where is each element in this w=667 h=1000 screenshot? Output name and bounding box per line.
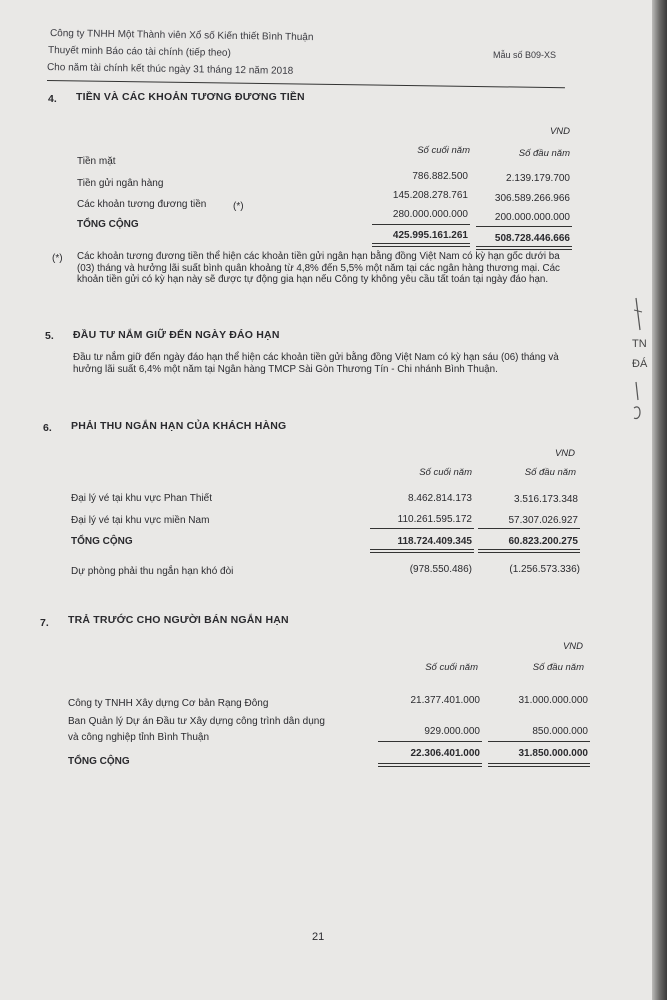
s7-subtotal-rule-begin	[488, 741, 590, 742]
section-7-col-begin: Số đầu năm	[532, 662, 584, 673]
margin-mark-1: TN	[632, 338, 647, 350]
section-6-col-begin: Số đầu năm	[524, 467, 576, 478]
s4-row-begin: 2.139.179.700	[506, 173, 570, 184]
s4-total-label: TỔNG CỘNG	[77, 219, 139, 230]
s7-total-label: TỔNG CỘNG	[68, 756, 130, 767]
section-5-title: ĐẦU TƯ NẮM GIỮ ĐẾN NGÀY ĐÁO HẠN	[73, 329, 280, 341]
margin-mark-2: ĐÁ	[632, 358, 648, 370]
s6-total-begin: 60.823.200.275	[508, 536, 578, 547]
s6-total-rule-begin	[478, 549, 580, 553]
s7-row-end: 21.377.401.000	[410, 695, 480, 706]
s6-provision-label: Dự phòng phải thu ngắn hạn khó đòi	[71, 566, 234, 577]
s4-row-begin: 306.589.266.966	[494, 193, 570, 204]
s6-subtotal-rule-end	[370, 528, 474, 529]
s4-row-label: Tiền gửi ngân hàng	[77, 178, 164, 189]
s7-row-begin: 850.000.000	[532, 726, 588, 737]
page-edge-shadow	[652, 0, 667, 1000]
page-number: 21	[312, 931, 325, 943]
s4-row-label: Các khoản tương đương tiền	[77, 199, 207, 210]
form-code: Mẫu số B09-XS	[493, 50, 557, 60]
s6-row-end: 110.261.595.172	[397, 514, 472, 525]
section-4-col-begin: Số đầu năm	[518, 148, 570, 159]
section-7-title: TRẢ TRƯỚC CHO NGƯỜI BÁN NGẮN HẠN	[68, 614, 289, 626]
section-7-number: 7.	[40, 617, 49, 629]
s4-footnote: Các khoản tương đương tiền thể hiện các khoản tiền gửi ngân hạn bằng đồng Việt Nam có kỳ hạn gốc dưới ba (03) tháng và hưởng lãi suất bình quân khoảng từ 4,8% đến 5,5% một năm tại các ngân hàng thương mại. Các khoản tiền gửi có kỳ hạn này sẽ được tự động gia hạn nếu Công ty không yêu cầu tất toán tại ngày đáo hạn.	[77, 251, 560, 285]
s6-row-begin: 57.307.026.927	[508, 515, 578, 526]
section-4-title: TIỀN VÀ CÁC KHOẢN TƯƠNG ĐƯƠNG TIỀN	[76, 91, 305, 103]
company-name: Công ty TNHH Một Thành viên Xổ số Kiến thiết Bình Thuận	[49, 28, 314, 44]
section-7-currency: VND	[562, 641, 583, 652]
s7-subtotal-rule-end	[378, 741, 482, 742]
s4-row-end: 145.208.278.761	[392, 190, 468, 201]
s6-total-rule-end	[370, 549, 474, 553]
s6-row-end: 8.462.814.173	[408, 493, 472, 504]
section-4-col-end: Số cuối năm	[417, 145, 470, 156]
s6-total-label: TỔNG CỘNG	[71, 536, 133, 547]
s7-total-rule-end	[378, 763, 482, 767]
s4-footnote-mark: (*)	[52, 253, 63, 264]
s7-row-label-line2: và công nghiệp tỉnh Bình Thuận	[68, 732, 210, 743]
s6-row-begin: 3.516.173.348	[514, 494, 578, 505]
section-5-text: Đầu tư nắm giữ đến ngày đáo hạn thể hiện các khoản tiền gửi bằng đồng Việt Nam có kỳ hạn sáu (06) tháng và hưởng lãi suất 6,4% một năm tại Ngân hàng TMCP Sài Gòn Thương Tín - Chi nhánh Bình Thuận.	[73, 352, 559, 375]
s7-row-label-line1: Ban Quản lý Dự án Đầu tư Xây dựng công trình dân dụng	[68, 716, 325, 727]
s7-total-begin: 31.850.000.000	[518, 748, 588, 759]
s4-subtotal-rule-end	[372, 224, 470, 225]
section-4-currency: VND	[549, 126, 570, 137]
s4-total-rule-begin	[476, 246, 572, 250]
s6-total-end: 118.724.409.345	[397, 536, 472, 547]
s6-row-label: Đại lý vé tại khu vực Phan Thiết	[71, 493, 213, 504]
s4-row-label: Tiền mặt	[77, 156, 116, 167]
s7-total-rule-begin	[488, 763, 590, 767]
s4-total-rule-end	[372, 243, 470, 247]
section-5-number: 5.	[45, 330, 54, 342]
s6-provision-end: (978.550.486)	[409, 564, 472, 575]
s6-subtotal-rule-begin	[478, 528, 580, 529]
s4-row-end: 786.882.500	[412, 171, 468, 182]
s4-subtotal-rule-begin	[476, 226, 572, 227]
report-period: Cho năm tài chính kết thúc ngày 31 tháng 12 năm 2018	[46, 62, 294, 77]
report-subtitle: Thuyết minh Báo cáo tài chính (tiếp theo)	[47, 45, 231, 59]
section-6-number: 6.	[43, 422, 52, 434]
section-4-number: 4.	[48, 93, 57, 105]
s7-row-end: 929.000.000	[424, 726, 480, 737]
s7-total-end: 22.306.401.000	[410, 748, 480, 759]
margin-stamp-marks	[628, 290, 648, 440]
s4-total-begin: 508.728.446.666	[494, 233, 570, 244]
header-rule	[47, 80, 565, 88]
s6-row-label: Đại lý vé tại khu vực miền Nam	[71, 515, 210, 526]
s4-row-note: (*)	[233, 201, 244, 212]
s7-row-begin: 31.000.000.000	[518, 695, 588, 706]
s6-provision-begin: (1.256.573.336)	[509, 564, 580, 575]
section-6-col-end: Số cuối năm	[419, 467, 472, 478]
s4-row-end: 280.000.000.000	[392, 209, 468, 220]
s4-row-begin: 200.000.000.000	[494, 212, 570, 223]
section-7-col-end: Số cuối năm	[425, 662, 478, 673]
s4-total-end: 425.995.161.261	[392, 230, 468, 241]
section-6-title: PHẢI THU NGẮN HẠN CỦA KHÁCH HÀNG	[71, 420, 287, 432]
s7-row-label: Công ty TNHH Xây dựng Cơ bản Rạng Đông	[68, 698, 269, 709]
section-6-currency: VND	[554, 448, 575, 459]
